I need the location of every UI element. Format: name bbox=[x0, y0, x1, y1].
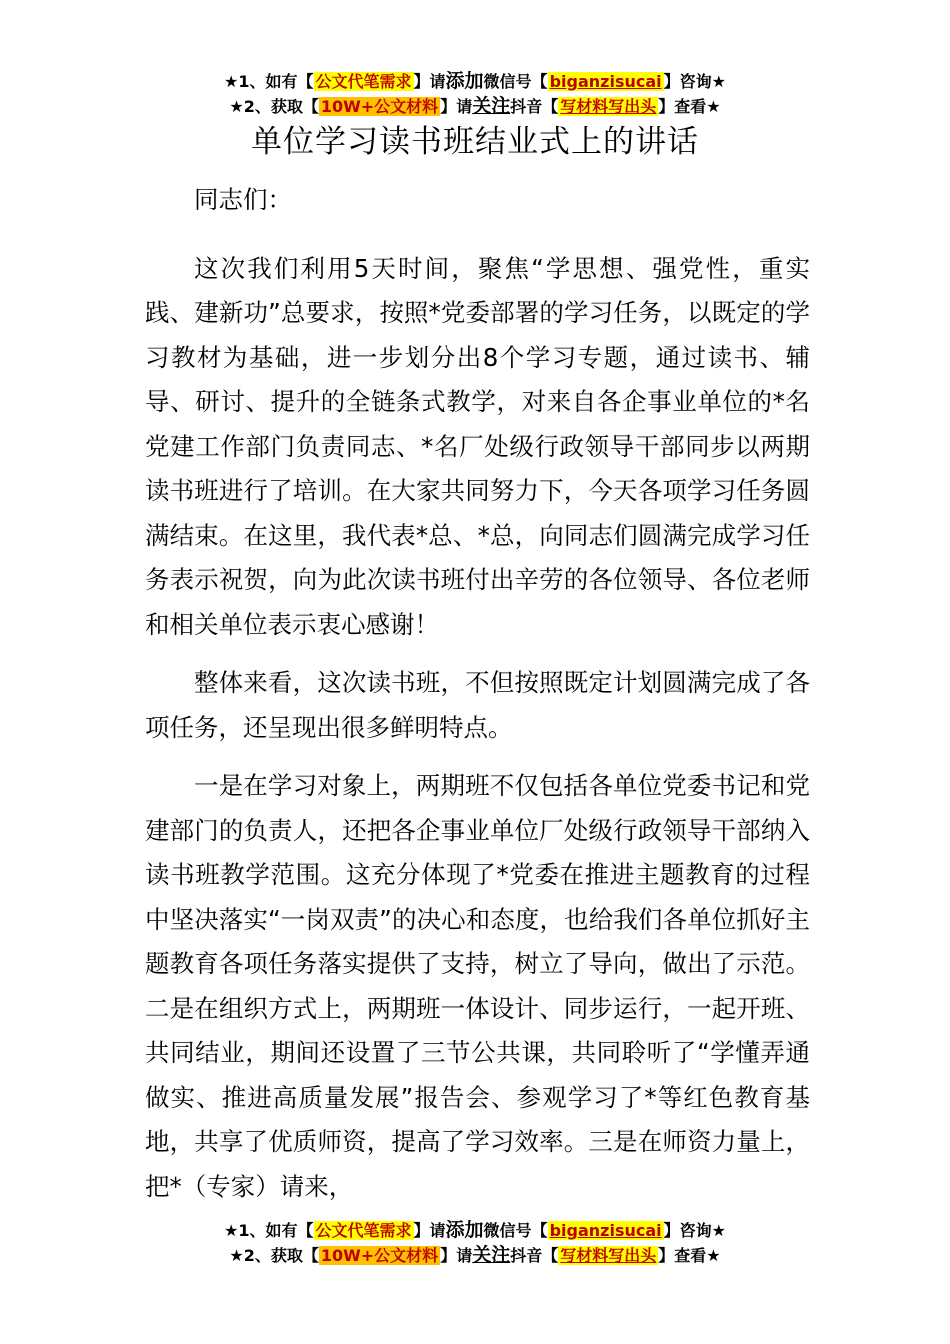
banner-text: 】咨询★ bbox=[663, 1221, 726, 1240]
banner-highlight: 10W+公文材料 bbox=[320, 1246, 439, 1265]
banner-text: 】请 bbox=[440, 97, 473, 116]
document-body bbox=[145, 178, 810, 1223]
top-banner bbox=[0, 69, 950, 119]
banner-text: ★1、如有【 bbox=[224, 1221, 314, 1240]
paragraph: 一是在学习对象上，两期班不仅包括各单位党委书记和党建部门的负责人，还把各企事业单位厂处级行政领导干部纳入读书班教学范围。这充分体现了*党委在推进主题教育的过程中坚决落实“一岗双责”的决心和态度，也给我们各单位抓好主题教育各项任务落实提供了支持，树立了导向，做出了示范。二是在组织方式上，两期班一体设计、同步运行，一起开班、共同结业，期间还设置了三节公共课，共同聆听了“学懂弄通做实、推进高质量发展”报告会、参观学习了*等红色教育基地，共享了优质师资，提高了学习效率。三是在师资力量上，把*（专家）请来， bbox=[145, 771, 810, 1201]
banner-line-2 bbox=[0, 1243, 950, 1268]
paragraph: 这次我们利用5天时间，聚焦“学思想、强党性，重实践、建新功”总要求，按照*党委部署的学习任务，以既定的学习教材为基础，进一步划分出8个学习专题，通过读书、辅导、研讨、提升的全链条式教学，对来自各企事业单位的*名党建工作部门负责同志、*名厂处级行政领导干部同步以两期读书班进行了培训。在大家共同努力下，今天各项学习任务圆满结束。在这里，我代表*总、*总，向同志们圆满完成学习任务表示祝贺，向为此次读书班付出辛劳的各位领导、各位老师和相关单位表示衷心感谢！ bbox=[145, 253, 810, 639]
paragraph: 整体来看，这次读书班，不但按照既定计划圆满完成了各项任务，还呈现出很多鲜明特点。 bbox=[145, 668, 810, 742]
banner-text: 】请 bbox=[413, 1221, 446, 1240]
banner-text: 抖音【 bbox=[510, 1246, 559, 1265]
banner-emphasis: 添加 bbox=[445, 70, 484, 92]
banner-text: 微信号【 bbox=[483, 1221, 548, 1240]
page-title: 单位学习读书班结业式上的讲话 bbox=[251, 124, 699, 160]
banner-text: ★2、获取【 bbox=[229, 97, 319, 116]
banner-highlight: 10W+公文材料 bbox=[320, 97, 439, 116]
banner-emphasis: 关注 bbox=[472, 95, 511, 117]
banner-text: 微信号【 bbox=[483, 72, 548, 91]
banner-emphasis: 添加 bbox=[445, 1219, 484, 1241]
banner-text: 】查看★ bbox=[658, 97, 721, 116]
banner-highlight: 公文代笔需求 bbox=[315, 1221, 412, 1240]
banner-wechat-id[interactable]: biganzisucai bbox=[549, 1221, 662, 1240]
banner-douyin-id[interactable]: 写材料写出头 bbox=[560, 97, 657, 116]
banner-line-1 bbox=[0, 1218, 950, 1243]
banner-text: 】查看★ bbox=[658, 1246, 721, 1265]
banner-text: 抖音【 bbox=[510, 97, 559, 116]
banner-text: 】请 bbox=[440, 1246, 473, 1265]
banner-wechat-id[interactable]: biganzisucai bbox=[549, 72, 662, 91]
banner-highlight: 公文代笔需求 bbox=[315, 72, 412, 91]
banner-douyin-id[interactable]: 写材料写出头 bbox=[560, 1246, 657, 1265]
banner-text: ★1、如有【 bbox=[224, 72, 314, 91]
banner-line-1 bbox=[0, 69, 950, 94]
banner-text: 】请 bbox=[413, 72, 446, 91]
banner-emphasis: 关注 bbox=[472, 1244, 511, 1266]
banner-line-2 bbox=[0, 94, 950, 119]
bottom-banner bbox=[0, 1218, 950, 1268]
greeting: 同志们： bbox=[194, 185, 292, 214]
banner-text: ★2、获取【 bbox=[229, 1246, 319, 1265]
banner-text: 】咨询★ bbox=[663, 72, 726, 91]
